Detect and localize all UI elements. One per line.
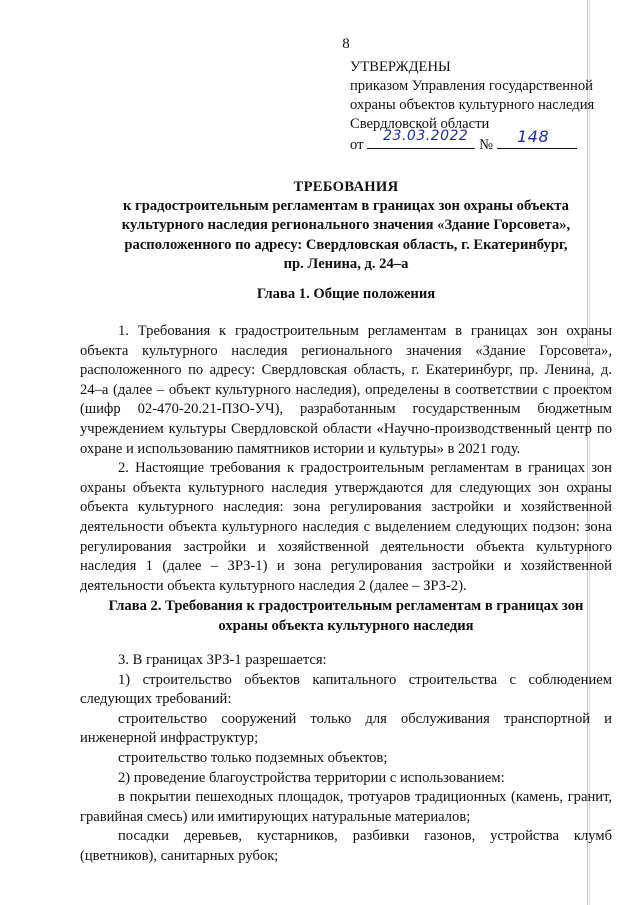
- page-number: 8: [342, 36, 350, 52]
- approval-stamp-block: [350, 58, 635, 155]
- paragraph: 1) строительство объектов капитального строительства с соблюдением следующих требований:: [80, 671, 612, 708]
- chapter-2-heading-line: Глава 2. Требования к градостроительным регламентам в границах зон: [108, 598, 584, 614]
- paragraph: 2) проведение благоустройства территории с использованием:: [118, 769, 505, 786]
- handwritten-number: 148: [517, 127, 550, 146]
- paragraph: 2. Настоящие требования к градостроительным регламентам в границах зон охраны объекта культурного наследия утверждаются для следующих зон охраны объекта культурного наследия: зона регулирования застройки и хозяйственной деятельности объекта культурного наследия с выделением следующих подзон: зона регулирования застройки и хозяйственной деятельности объекта культурного наследия 1 (далее – ЗРЗ-1) и зона регулирования застройки и хозяйственной деятельности объекта культурного наследия 2 (далее – ЗРЗ-2).: [80, 460, 612, 594]
- chapter-2-heading-line: охраны объекта культурного наследия: [218, 617, 474, 634]
- document-title: ТРЕБОВАНИЯ: [293, 179, 399, 195]
- approval-line: Свердловской области: [350, 116, 490, 132]
- paragraph: посадки деревьев, кустарников, разбивки газонов, устройства клумб (цветников), санитарных рубок;: [80, 828, 612, 864]
- document-subtitle-line: к градостроительным регламентам в границах зон охраны объекта: [123, 198, 569, 215]
- document-title-block: [80, 178, 612, 274]
- number-prefix: №: [479, 137, 494, 153]
- handwritten-date: 23.03.2022: [383, 128, 469, 144]
- date-prefix: от: [350, 137, 364, 153]
- approval-date-number-line: [350, 127, 635, 155]
- approval-line: приказом Управления государственной: [350, 78, 593, 94]
- document-subtitle-line: пр. Ленина, д. 24–а: [283, 255, 409, 272]
- document-subtitle-line: расположенного по адресу: Свердловская область, г. Екатеринбург,: [124, 236, 568, 253]
- date-blank: [367, 128, 475, 149]
- paragraph: 3. В границах ЗРЗ-1 разрешается:: [118, 652, 327, 668]
- number-blank: [497, 127, 577, 149]
- chapter-2-heading: [80, 597, 612, 636]
- document-subtitle-line: культурного наследия регионального значения «Здание Горсовета»,: [121, 217, 571, 234]
- paragraph: строительство только подземных объектов;: [118, 749, 388, 766]
- approval-line: охраны объектов культурного наследия: [350, 97, 595, 113]
- paragraph: в покрытии пешеходных площадок, тротуаров традиционных (камень, гранит, гравийная смесь) или имитирующих натуральные материалов;: [80, 789, 612, 825]
- approval-heading: УТВЕРЖДЕНЫ: [350, 59, 451, 75]
- paragraph: 1. Требования к градостроительным регламентам в границах зон охраны объекта культурного наследия регионального значения «Здание Горсовета», расположенного по адресу: Свердловская область, г. Екатеринбург, пр. Ленина, д. 24–а (далее – объект культурного наследия), определены в соответствии с проектом (шифр 02-470-20.21-ПЗО-УЧ), разработанным государственным бюджетным учреждением культуры Свердловской области «Научно-производственный центр по охране и использованию памятников истории и культуры» в 2021 году.: [80, 323, 612, 457]
- paragraph: строительство сооружений только для обслуживания транспортной и инженерной инфраструктур;: [80, 710, 612, 747]
- chapter-1-heading: Глава 1. Общие положения: [256, 286, 436, 302]
- chapter-2-body: [80, 651, 612, 867]
- chapter-1-body: [80, 322, 612, 596]
